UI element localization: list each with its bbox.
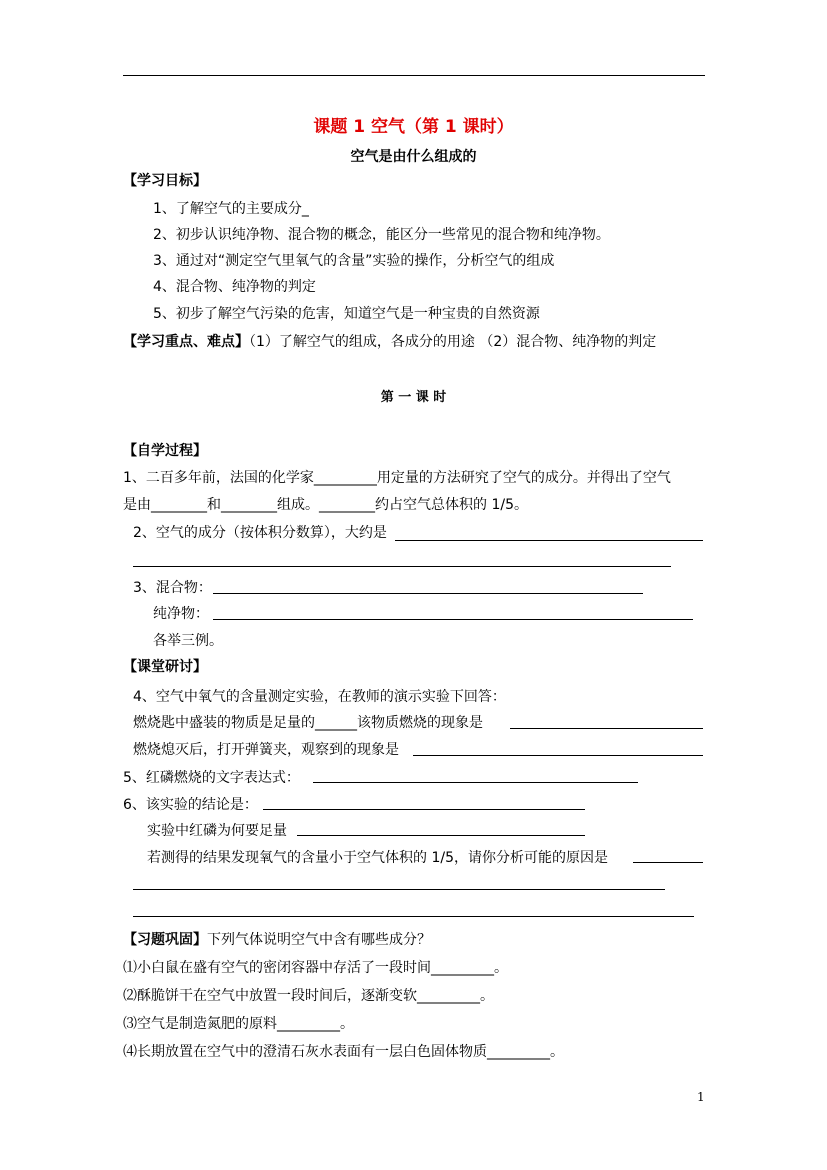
- answer-line: [395, 540, 703, 541]
- answer-line: [133, 566, 671, 567]
- class-study-header: 【课堂研讨】: [123, 659, 207, 675]
- exercise-row: [123, 929, 431, 949]
- keypoints-header: 【学习重点、难点】: [123, 334, 249, 350]
- question-2: 2、空气的成分（按体积分数算），大约是: [133, 525, 387, 541]
- question-3-pure: 纯净物：: [153, 606, 209, 622]
- answer-line: [297, 835, 585, 836]
- answer-line: [263, 809, 585, 810]
- question-3-examples: 各举三例。: [153, 633, 223, 649]
- header-rule: [123, 75, 705, 76]
- answer-line: [213, 593, 643, 594]
- question-4-a: 燃烧匙中盛装的物质是足量的______该物质燃烧的现象是: [133, 715, 483, 731]
- objective-item: 1、了解空气的主要成分_: [153, 201, 309, 217]
- keypoints-row: [123, 331, 656, 351]
- objective-item: 4、混合物、纯净物的判定: [153, 279, 316, 295]
- question-4: 4、空气中氧气的含量测定实验，在教师的演示实验下回答：: [133, 689, 506, 705]
- answer-line: [313, 782, 638, 783]
- keypoints-text: （1）了解空气的组成，各成分的用途 （2）混合物、纯净物的判定: [249, 334, 657, 350]
- exercise-header: 【习题巩固】: [123, 932, 207, 948]
- exercise-item: ⑷长期放置在空气中的澄清石灰水表面有一层白色固体物质_________。: [123, 1044, 564, 1060]
- lesson-heading: 第 一 课 时: [380, 390, 447, 405]
- page-subtitle: 空气是由什么组成的: [350, 149, 477, 165]
- question-1-line-1: 1、二百多年前，法国的化学家_________用定量的方法研究了空气的成分。并得出了空气: [123, 470, 671, 486]
- objective-item: 3、通过对“测定空气里氧气的含量”实验的操作，分析空气的组成: [153, 253, 555, 269]
- objective-item: 2、初步认识纯净物、混合物的概念，能区分一些常见的混合物和纯净物。: [153, 227, 610, 243]
- question-6-a: 实验中红磷为何要足量: [147, 823, 287, 839]
- question-1-line-2: 是由________和________组成。________约占空气总体积的 1/5。: [123, 497, 528, 513]
- exercise-item: ⑵酥脆饼干在空气中放置一段时间后，逐渐变软_________。: [123, 988, 494, 1004]
- question-5: 5、红磷燃烧的文字表达式：: [123, 770, 300, 786]
- answer-line: [633, 862, 703, 863]
- answer-line: [413, 755, 703, 756]
- page-title: 课题 1 空气（第 1 课时）: [313, 117, 514, 137]
- answer-line: [510, 728, 703, 729]
- objectives-header: 【学习目标】: [123, 173, 207, 189]
- exercise-intro: 下列气体说明空气中含有哪些成分？: [207, 932, 431, 948]
- self-study-header: 【自学过程】: [123, 443, 207, 459]
- question-3-mixture: 3、混合物：: [133, 580, 212, 596]
- exercise-item: ⑴小白鼠在盛有空气的密闭容器中存活了一段时间_________。: [123, 960, 508, 976]
- exercise-item: ⑶空气是制造氮肥的原料_________。: [123, 1016, 354, 1032]
- question-6-b: 若测得的结果发现氧气的含量小于空气体积的 1/5，请你分析可能的原因是: [147, 850, 608, 866]
- answer-line: [133, 916, 694, 917]
- objective-item: 5、初步了解空气污染的危害，知道空气是一种宝贵的自然资源: [153, 306, 540, 322]
- question-6: 6、该实验的结论是：: [123, 797, 258, 813]
- page-number: 1: [697, 1090, 705, 1104]
- question-4-b: 燃烧熄灭后，打开弹簧夹，观察到的现象是: [133, 742, 399, 758]
- answer-line: [213, 619, 693, 620]
- answer-line: [133, 889, 665, 890]
